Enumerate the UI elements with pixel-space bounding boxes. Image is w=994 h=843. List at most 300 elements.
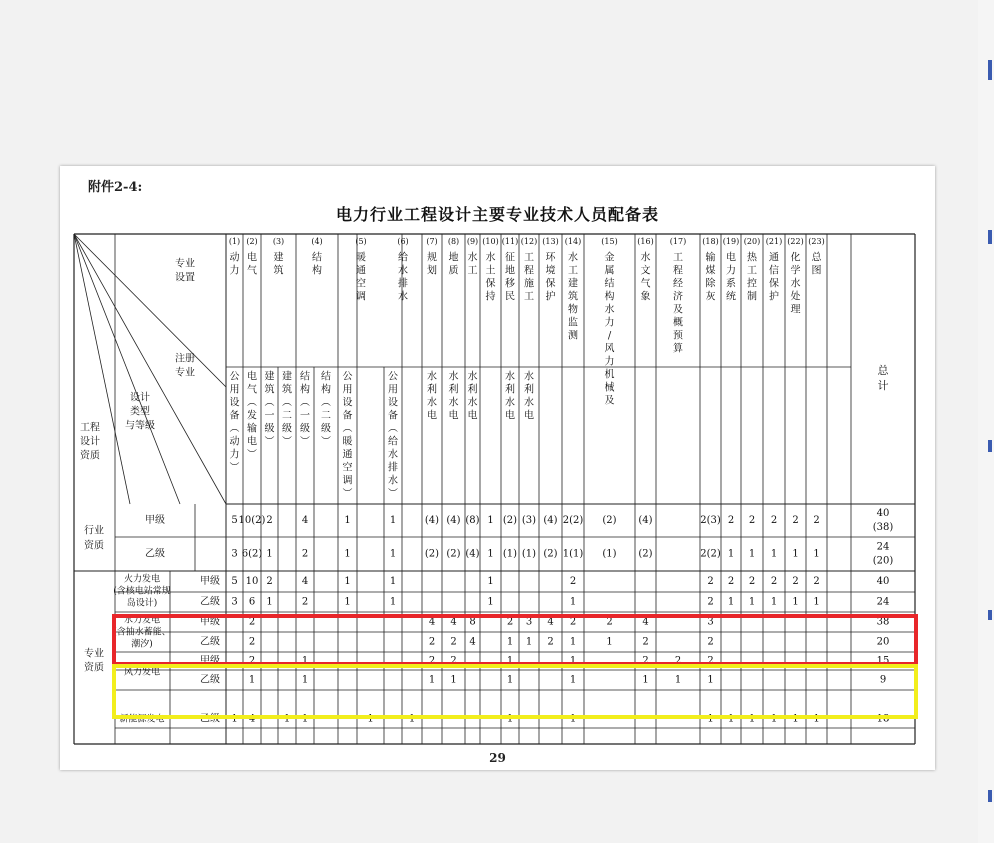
column-number: (15) <box>601 237 618 246</box>
table-cell: 2 <box>770 576 778 587</box>
row-total: 9 <box>879 674 887 686</box>
table-cell: 2 <box>248 655 256 667</box>
column-name: 象 <box>640 291 651 303</box>
column-name: 输 <box>705 252 716 264</box>
column-name: 机 <box>604 369 615 381</box>
column-name: 热 <box>747 252 757 264</box>
table-cell: 1 <box>792 596 799 608</box>
table-cell: 2 <box>707 636 714 648</box>
table-cell: 1 <box>344 548 351 560</box>
table-cell: 1 <box>301 674 309 686</box>
column-name: 土 <box>485 265 496 277</box>
registered-label: 电 <box>247 371 257 383</box>
registered-label: 一 <box>300 410 310 422</box>
column-number: (8) <box>447 237 460 246</box>
column-name: 械 <box>604 382 615 394</box>
table-cell: 1 <box>231 713 238 725</box>
table-cell: 2 <box>569 616 577 628</box>
column-name: 工 <box>673 252 683 264</box>
registered-label: 级 <box>282 423 292 435</box>
table-cell: 5 <box>231 576 238 587</box>
table-cell: 2 <box>642 636 649 648</box>
column-name: 电 <box>726 252 736 264</box>
table-cell: (2) <box>638 548 653 560</box>
table-cell: 1 <box>487 548 494 560</box>
column-number: (20) <box>743 237 761 246</box>
registered-label: 水 <box>467 371 478 383</box>
column-name: 水 <box>485 252 496 264</box>
diag-line <box>74 234 130 504</box>
column-name: 规 <box>427 252 437 264</box>
table-cell: 4 <box>301 576 309 587</box>
registered-label: 电 <box>505 410 515 422</box>
table-cell: 2(2) <box>700 548 721 560</box>
column-name: 民 <box>505 291 515 303</box>
column-name: 理 <box>790 304 801 316</box>
scroll-marker <box>988 60 992 80</box>
registered-label: ︵ <box>247 397 257 409</box>
table-cell: 2 <box>506 616 514 628</box>
column-name: 地 <box>448 252 459 264</box>
column-number: (13) <box>542 237 559 246</box>
table-cell: 3 <box>525 616 533 628</box>
column-name: 水 <box>398 265 408 277</box>
registered-label: 水 <box>388 475 398 487</box>
registered-label: 水 <box>524 371 534 383</box>
group-label: 行业 <box>84 525 104 537</box>
registered-label: 利 <box>427 384 437 396</box>
column-name: 概 <box>673 317 683 329</box>
table-cell: 2 <box>266 576 273 587</box>
registered-label: 筑 <box>264 384 275 396</box>
column-name: 统 <box>726 291 736 303</box>
registered-label: 设 <box>342 397 353 409</box>
column-name: 工 <box>747 265 757 277</box>
table-cell: 4 <box>450 616 457 628</box>
column-name: 保 <box>485 278 496 290</box>
registered-label: 电 <box>524 410 534 422</box>
registered-label: ︶ <box>264 436 275 448</box>
column-name: 文 <box>640 265 651 277</box>
registered-label: ︶ <box>300 436 310 448</box>
column-name: 给 <box>398 252 408 264</box>
scroll-marker <box>988 610 992 620</box>
registered-label: 筑 <box>282 384 292 396</box>
registered-label: 用 <box>388 384 398 396</box>
table-cell: 2 <box>301 596 309 608</box>
table-cell: 3 <box>231 596 238 608</box>
row-sub-label: (含抽水蓄能、 <box>113 627 171 638</box>
column-name: 工 <box>524 252 534 264</box>
registered-label: ︵ <box>229 423 240 435</box>
table-cell: (4) <box>543 515 558 526</box>
diag-label: 专业 <box>175 367 195 379</box>
column-name: 信 <box>769 265 779 277</box>
table-cell: 4 <box>547 616 554 628</box>
registered-label: 水 <box>467 397 478 409</box>
column-name: 调 <box>356 291 366 303</box>
table-cell: 4 <box>469 636 476 648</box>
table-cell: 2 <box>727 576 735 587</box>
total-header: 计 <box>877 379 889 392</box>
table-cell: 2(3) <box>700 515 721 526</box>
column-name: 制 <box>747 291 757 303</box>
table-cell: (2) <box>424 548 440 560</box>
column-name: 暖 <box>356 252 366 264</box>
column-name: 经 <box>673 278 683 290</box>
registered-label: 电 <box>247 436 257 448</box>
diag-label: 注册 <box>175 353 195 365</box>
column-number: (23) <box>808 237 825 246</box>
column-name: 工 <box>524 291 534 303</box>
grade-label: 甲级 <box>200 616 220 628</box>
registered-label: 水 <box>448 397 459 409</box>
table-cell: 2 <box>428 636 436 648</box>
table-cell: 1 <box>344 515 351 526</box>
table-cell: 1 <box>569 655 577 667</box>
group-label: 资质 <box>84 540 104 552</box>
table-cell: 1 <box>487 596 494 608</box>
table-cell: (2) <box>446 548 461 560</box>
table-cell: 10 <box>245 576 259 587</box>
column-number: (14) <box>564 237 582 246</box>
table-cell: 2(2) <box>562 515 584 526</box>
registered-label: ︶ <box>247 449 257 461</box>
registered-label: ︶ <box>321 436 331 448</box>
table-cell: 1 <box>525 636 533 648</box>
table-cell: 6(2) <box>241 548 263 560</box>
column-name: 动 <box>229 252 240 264</box>
registered-label: 建 <box>282 371 292 383</box>
column-name: 总 <box>811 252 822 264</box>
table-cell: 1 <box>569 674 577 686</box>
column-name: 建 <box>568 278 578 290</box>
table-cell: 4 <box>248 713 256 725</box>
table-cell: 2 <box>727 515 735 526</box>
row-sub-label: 岛设计) <box>126 598 158 609</box>
table-cell: 1 <box>506 674 514 686</box>
column-name: 气 <box>640 278 651 290</box>
column-name: 工 <box>467 265 478 277</box>
registered-label: 建 <box>264 371 275 383</box>
grade-label: 乙级 <box>200 713 220 725</box>
registered-label: 级 <box>300 423 310 435</box>
column-name: 划 <box>427 265 437 277</box>
row-sub-label: (含核电站常规 <box>113 586 171 597</box>
table-cell: 1 <box>748 596 756 608</box>
table-cell: 2 <box>792 515 799 526</box>
diag-label: 专业 <box>175 258 195 270</box>
column-name: 系 <box>726 278 736 290</box>
table-cell: 1 <box>727 596 735 608</box>
column-number: (9) <box>466 237 479 246</box>
table-cell: 2 <box>674 655 682 667</box>
table-cell: (1) <box>602 548 617 560</box>
table-cell: 8 <box>469 616 476 628</box>
table-cell: 1 <box>770 713 778 725</box>
registered-label: 发 <box>247 410 257 422</box>
row-total: 20 <box>876 636 890 648</box>
column-number: (18) <box>702 237 719 246</box>
table-cell: 2 <box>707 596 714 608</box>
total-header: 总 <box>877 364 889 377</box>
table-cell: 2 <box>450 655 457 667</box>
column-name: 力 <box>604 356 615 368</box>
table-cell: (1) <box>521 548 537 560</box>
grade-label: 乙级 <box>200 636 220 648</box>
column-name: 移 <box>505 278 515 290</box>
row-total: 24 <box>876 541 890 553</box>
column-number: (22) <box>787 237 804 246</box>
registered-label: 备 <box>342 410 353 422</box>
column-name: 质 <box>448 265 459 277</box>
column-name: 力 <box>229 265 240 277</box>
diag-label: 工程 <box>80 422 100 434</box>
scroll-marker <box>988 790 992 802</box>
registered-label: ︶ <box>282 436 292 448</box>
table-cell: 1 <box>450 674 457 686</box>
table-cell: 1 <box>770 596 778 608</box>
column-name: 处 <box>790 291 801 303</box>
staffing-table <box>60 166 935 770</box>
grade-label: 乙级 <box>200 674 220 686</box>
column-name: 监 <box>568 317 578 329</box>
column-name: 护 <box>545 291 556 303</box>
column-number: (19) <box>722 237 740 246</box>
table-cell: 1 <box>674 674 682 686</box>
registered-label: 构 <box>321 384 331 396</box>
registered-label: 二 <box>321 410 331 422</box>
column-number: (17) <box>669 237 687 246</box>
page-number: 29 <box>489 751 506 765</box>
column-number: (7) <box>426 237 438 246</box>
column-number: (3) <box>272 237 285 246</box>
table-cell: 2 <box>707 655 714 667</box>
registered-label: 利 <box>467 384 478 396</box>
scroll-marker <box>988 440 992 452</box>
registered-label: 电 <box>467 410 478 422</box>
registered-label: 公 <box>342 371 353 383</box>
registered-label: 利 <box>505 384 515 396</box>
row-total: 40 <box>876 576 890 587</box>
registered-label: ︵ <box>300 397 310 409</box>
column-name: 排 <box>398 278 408 290</box>
table-cell: 2 <box>450 636 457 648</box>
registered-label: 力 <box>229 449 240 461</box>
column-name: 施 <box>524 278 534 290</box>
table-cell: 2 <box>266 515 273 526</box>
table-cell: 2 <box>748 576 756 587</box>
table-cell: 2 <box>248 636 256 648</box>
registered-label: 一 <box>264 410 275 422</box>
registered-label: 输 <box>247 423 257 435</box>
registered-label: ︵ <box>388 423 398 435</box>
column-name: 通 <box>769 252 779 264</box>
registered-label: 构 <box>300 384 310 396</box>
row-sub-label: 潮汐) <box>131 639 153 650</box>
diag-label: 资质 <box>80 450 100 462</box>
column-name: 水 <box>790 278 801 290</box>
row-sub-label: 新能源发电 <box>119 714 165 725</box>
group-label: 资质 <box>84 662 104 674</box>
column-name: 及 <box>673 304 683 316</box>
column-name: 工 <box>568 265 578 277</box>
column-name: 地 <box>505 265 515 277</box>
table-cell: 1 <box>487 515 494 526</box>
table-cell: 4 <box>642 616 649 628</box>
column-name: 图 <box>811 265 822 277</box>
diag-label: 设计 <box>80 436 100 448</box>
table-cell: (2) <box>602 515 617 526</box>
table-cell: 1 <box>283 713 291 725</box>
table-cell: (2) <box>543 548 558 560</box>
registered-label: ︶ <box>388 488 398 500</box>
column-name: 及 <box>604 395 615 407</box>
registered-label: 公 <box>229 371 240 383</box>
table-cell: 1 <box>727 713 735 725</box>
table-cell: 1 <box>266 548 273 560</box>
table-cell: 2 <box>606 616 613 628</box>
column-number: (1) <box>228 237 241 246</box>
scroll-marker <box>988 230 992 244</box>
row-sub-label: 风力发电 <box>123 667 161 678</box>
table-cell: 1 <box>428 674 436 686</box>
column-number: (2) <box>246 237 258 246</box>
column-name: 水 <box>604 304 615 316</box>
table-cell: 1 <box>770 548 778 560</box>
table-cell: 2 <box>770 515 778 526</box>
column-name: 金 <box>604 252 615 264</box>
row-total: 40 <box>876 508 890 519</box>
column-name: 物 <box>568 304 578 316</box>
registered-label: 水 <box>427 397 437 409</box>
registered-label: 排 <box>388 462 398 474</box>
registered-label: ︵ <box>282 397 292 409</box>
diag-line <box>74 234 226 387</box>
table-cell: 1 <box>707 674 714 686</box>
table-cell: (1) <box>502 548 518 560</box>
registered-label: 用 <box>229 384 240 396</box>
column-name: 风 <box>604 343 615 355</box>
column-name: 水 <box>398 291 408 303</box>
column-name: 构 <box>604 291 615 303</box>
grade-label: 甲级 <box>200 655 220 667</box>
table-cell: 1 <box>301 713 309 725</box>
table-cell: 1 <box>408 713 416 725</box>
document-page <box>60 166 935 770</box>
column-name: 学 <box>790 265 801 277</box>
row-total: 18 <box>876 713 890 725</box>
table-title: 电力行业工程设计主要专业技术人员配备表 <box>335 205 659 224</box>
column-name: 结 <box>604 278 615 290</box>
table-cell: 1 <box>367 713 374 725</box>
registered-label: 用 <box>342 384 353 396</box>
column-name: 煤 <box>705 265 716 277</box>
table-cell: 1 <box>389 548 397 560</box>
registered-label: 水 <box>524 397 534 409</box>
registered-label: 备 <box>388 410 398 422</box>
column-name: 征 <box>505 252 515 264</box>
column-name: 程 <box>524 265 534 277</box>
table-cell: 1 <box>792 713 799 725</box>
table-cell: 2 <box>547 636 554 648</box>
column-name: 济 <box>673 291 683 303</box>
table-cell: 1 <box>389 576 397 587</box>
table-cell: 1 <box>506 636 514 648</box>
registered-label: 通 <box>342 449 353 461</box>
table-cell: 2 <box>569 576 577 587</box>
table-cell: 1 <box>344 596 351 608</box>
row-sub-label: 水力发电 <box>123 615 161 626</box>
table-cell: 1 <box>707 713 714 725</box>
table-cell: 1 <box>813 713 820 725</box>
table-cell: (4) <box>465 548 480 560</box>
column-name: 力 <box>604 317 615 329</box>
registered-label: 设 <box>229 397 240 409</box>
column-name: 属 <box>604 265 615 277</box>
column-name: 测 <box>568 330 578 342</box>
column-name: 控 <box>747 278 757 290</box>
diag-label: 与等级 <box>125 420 155 432</box>
column-number: (4) <box>311 237 323 246</box>
column-name: 环 <box>545 252 556 264</box>
column-name: 持 <box>485 291 496 303</box>
registered-label: 给 <box>388 436 398 448</box>
registered-label: 动 <box>229 436 240 448</box>
registered-label: 水 <box>448 371 459 383</box>
column-name: 护 <box>769 291 779 303</box>
registered-label: 结 <box>300 371 310 383</box>
column-name: / <box>607 330 612 342</box>
table-cell: 2 <box>813 515 820 526</box>
registered-label: ︵ <box>342 423 353 435</box>
registered-label: 气 <box>247 384 257 396</box>
column-name: 算 <box>673 343 683 355</box>
column-name: 通 <box>356 265 366 277</box>
table-cell: (4) <box>424 515 440 526</box>
column-number: (11) <box>501 237 519 246</box>
registered-label: ︶ <box>229 462 240 474</box>
registered-label: 结 <box>321 371 331 383</box>
column-name: 建 <box>273 252 284 264</box>
table-cell: 2 <box>707 576 714 587</box>
group-label: 专业 <box>84 648 104 660</box>
column-number: (21) <box>765 237 783 246</box>
column-name: 保 <box>545 278 556 290</box>
registered-label: 电 <box>448 410 459 422</box>
table-cell: 1 <box>813 548 820 560</box>
registered-label: 级 <box>321 423 331 435</box>
row-total: (38) <box>872 522 894 533</box>
table-cell: 1 <box>569 713 577 725</box>
table-cell: 1 <box>569 636 577 648</box>
grade-label: 甲级 <box>200 576 220 587</box>
column-number: (12) <box>520 237 538 246</box>
registered-label: 电 <box>427 410 437 422</box>
diag-label: 设置 <box>175 272 195 284</box>
column-name: 空 <box>356 278 366 290</box>
table-cell: 2 <box>813 576 820 587</box>
column-name: 气 <box>247 265 257 277</box>
registered-label: 公 <box>388 371 398 383</box>
diag-line <box>74 234 226 504</box>
table-cell: 1 <box>642 674 649 686</box>
table-cell: 1 <box>813 596 820 608</box>
column-name: 预 <box>673 330 683 342</box>
table-cell: (4) <box>446 515 461 526</box>
registered-label: ︵ <box>321 397 331 409</box>
registered-label: 利 <box>524 384 534 396</box>
